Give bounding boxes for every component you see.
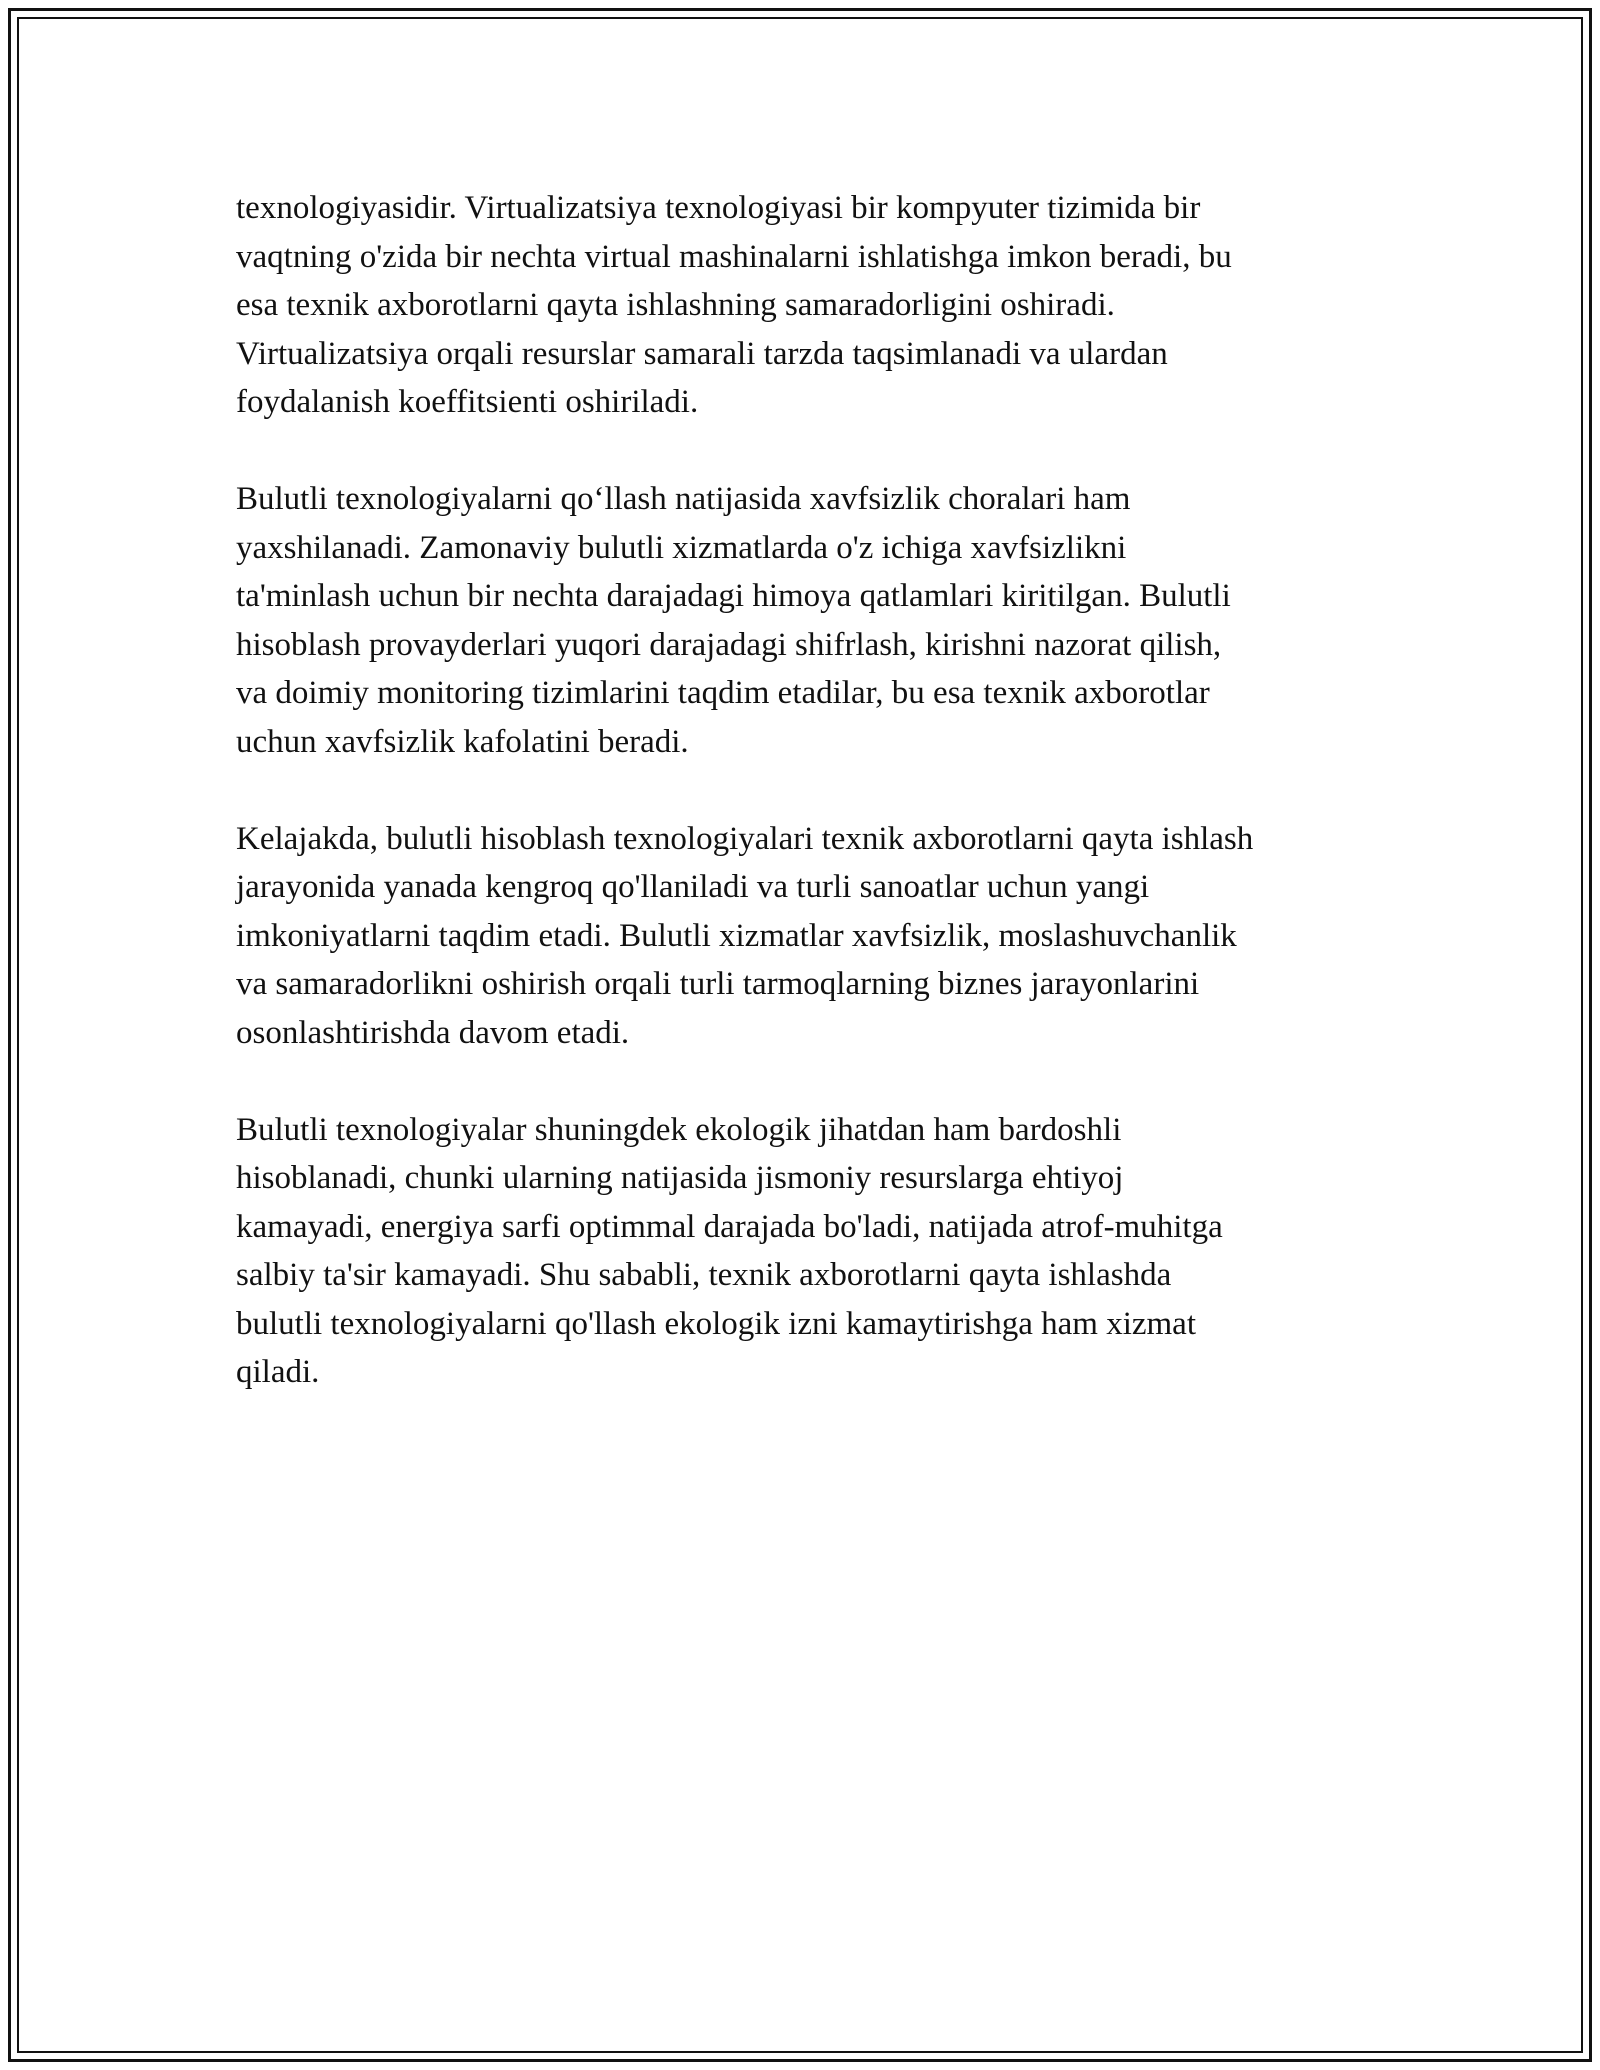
document-body [236,184,1366,1445]
paragraph-ecology: Bulutli texnologiyalar shuningdek ekologik jihatdan ham bardoshli hisoblanadi, chunki ularning natijasida jismoniy resurslarga ehtiyoj kamayadi, energiya sarfi optimmal darajada bo'ladi, natijada atrof-muhitga salbiy ta'sir kamayadi. Shu sababli, texnik axborotlarni qayta ishlashda bulutli texnologiyalarni qo'llash ekologik izni kamaytirishga ham xizmat qiladi. [236,1111,1223,1390]
paragraph-virtualization: texnologiyasidir. Virtualizatsiya texnologiyasi bir kompyuter tizimida bir vaqtning o'zida bir nechta virtual mashinalarni ishlatishga imkon beradi, bu esa texnik axborotlarni qayta ishlashning samaradorligini oshiradi. Virtualizatsiya orqali resurslar samarali tarzda taqsimlanadi va ulardan foydalanish koeffitsienti oshiriladi. [236,190,1232,420]
paragraph-future: Kelajakda, bulutli hisoblash texnologiyalari texnik axborotlarni qayta ishlash jarayonida yanada kengroq qo'llaniladi va turli sanoatlar uchun yangi imkoniyatlarni taqdim etadi. Bulutli xizmatlar xavfsizlik, moslashuvchanlik va samaradorlikni oshirish orqali turli tarmoqlarning biznes jarayonlarini osonlashtirishda davom etadi. [236,820,1254,1051]
paragraph-security: Bulutli texnologiyalarni qo‘llash natijasida xavfsizlik choralari ham yaxshilanadi. Zamonaviy bulutli xizmatlarda o'z ichiga xavfsizlikni ta'minlash uchun bir nechta darajadagi himoya qatlamlari kiritilgan. Bulutli hisoblash provayderlari yuqori darajadagi shifrlash, kirishni nazorat qilish, va doimiy monitoring tizimlarini taqdim etadilar, bu esa texnik axborotlar uchun xavfsizlik kafolatini beradi. [236,481,1231,760]
